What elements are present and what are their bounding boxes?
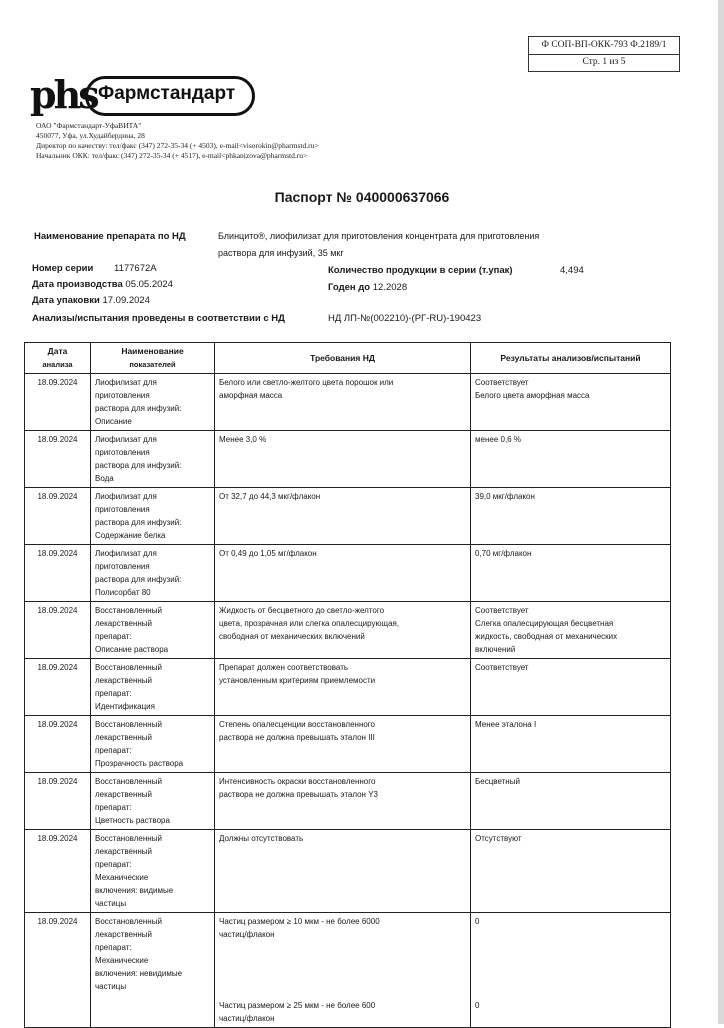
table-row bbox=[25, 431, 671, 488]
header-results: Результаты анализов/испытаний bbox=[471, 343, 671, 374]
expiry-label: Годен до bbox=[328, 282, 371, 293]
cell-indicator: Лиофилизат для приготовления раствора для инфузий: Содержание белка bbox=[91, 488, 215, 545]
packing-date-label: Дата упаковки bbox=[32, 295, 100, 306]
cell-result: Соответствует bbox=[471, 659, 671, 716]
document-code: Ф СОП-ВП-ОКК-793 Ф.2189/1 bbox=[529, 37, 679, 55]
header-requirements: Требования НД bbox=[215, 343, 471, 374]
production-date bbox=[32, 279, 173, 290]
series-label: Номер серии bbox=[32, 263, 94, 274]
expiry-value: 12.2028 bbox=[372, 282, 408, 293]
table-row bbox=[25, 545, 671, 602]
results-table bbox=[24, 342, 671, 1028]
table-header-row bbox=[25, 343, 671, 374]
cell-requirement: Частиц размером ≥ 10 мкм - не более 6000 частиц/флакон Частиц размером ≥ 25 мкм - не более 600 частиц/флакон bbox=[215, 913, 471, 1028]
cell-result: Соответствует Слегка опалесцирующая бесцветная жидкость, свободная от механических включений bbox=[471, 602, 671, 659]
table-row bbox=[25, 374, 671, 431]
production-date-label: Дата производства bbox=[32, 279, 123, 290]
scan-edge bbox=[718, 0, 724, 1024]
cell-result: Соответствует Белого цвета аморфная масса bbox=[471, 374, 671, 431]
cell-date: 18.09.2024 bbox=[25, 602, 91, 659]
cell-date: 18.09.2024 bbox=[25, 488, 91, 545]
cell-date: 18.09.2024 bbox=[25, 374, 91, 431]
cell-indicator: Восстановленный лекарственный препарат: Идентификация bbox=[91, 659, 215, 716]
cell-date: 18.09.2024 bbox=[25, 545, 91, 602]
table-row bbox=[25, 488, 671, 545]
quality-director-contact: Директор по качеству: тел/факс (347) 272-35-34 (+ 4503), e-mail<visorokin@pharmstd.ru> bbox=[36, 141, 319, 150]
passport-title: Паспорт № 040000637066 bbox=[274, 189, 450, 205]
drug-value-line1: Блинцито®, лиофилизат для приготовления концентрата для приготовления bbox=[218, 231, 540, 241]
nd-label: Анализы/испытания проведены в соответствии с НД bbox=[32, 313, 285, 324]
company-address: 450077, Уфа, ул.Худайбердина, 28 bbox=[36, 131, 145, 140]
production-date-value: 05.05.2024 bbox=[125, 279, 173, 290]
table-row bbox=[25, 659, 671, 716]
cell-result: Менее эталона I bbox=[471, 716, 671, 773]
document-code-box bbox=[528, 36, 680, 72]
page-counter: Стр. 1 из 5 bbox=[582, 57, 626, 67]
table-row bbox=[25, 830, 671, 913]
cell-result: менее 0,6 % bbox=[471, 431, 671, 488]
logo-name: Фармстандарт bbox=[98, 83, 236, 104]
series-value: 1177672A bbox=[114, 263, 157, 274]
company-logo bbox=[30, 72, 236, 122]
logo-mark: phs bbox=[30, 72, 97, 117]
packing-date bbox=[32, 295, 150, 306]
cell-indicator: Восстановленный лекарственный препарат: Механические включения: видимые частицы bbox=[91, 830, 215, 913]
cell-requirement: Менее 3,0 % bbox=[215, 431, 471, 488]
cell-result: 0,70 мг/флакон bbox=[471, 545, 671, 602]
drug-value-line2: раствора для инфузий, 35 мкг bbox=[218, 248, 344, 258]
cell-requirement: Интенсивность окраски восстановленного раствора не должна превышать эталон Y3 bbox=[215, 773, 471, 830]
cell-requirement: От 0,49 до 1,05 мг/флакон bbox=[215, 545, 471, 602]
cell-indicator: Лиофилизат для приготовления раствора для инфузий: Полисорбат 80 bbox=[91, 545, 215, 602]
cell-requirement: От 32,7 до 44,3 мкг/флакон bbox=[215, 488, 471, 545]
table-row bbox=[25, 913, 671, 1028]
cell-indicator: Лиофилизат для приготовления раствора для инфузий: Вода bbox=[91, 431, 215, 488]
header-date: Дата анализа bbox=[25, 343, 91, 374]
cell-result: 0 0 bbox=[471, 913, 671, 1028]
cell-date: 18.09.2024 bbox=[25, 659, 91, 716]
cell-result: Отсутствуют bbox=[471, 830, 671, 913]
packing-date-value: 17.09.2024 bbox=[102, 295, 150, 306]
cell-date: 18.09.2024 bbox=[25, 913, 91, 1028]
cell-indicator: Лиофилизат для приготовления раствора для инфузий: Описание bbox=[91, 374, 215, 431]
cell-date: 18.09.2024 bbox=[25, 773, 91, 830]
cell-requirement: Белого или светло-желтого цвета порошок или аморфная масса bbox=[215, 374, 471, 431]
quantity-label: Количество продукции в серии (т.упак) bbox=[328, 265, 513, 276]
nd-value: НД ЛП-№(002210)-(РГ-RU)-190423 bbox=[328, 313, 482, 324]
drug-label: Наименование препарата по НД bbox=[34, 231, 186, 242]
table-row bbox=[25, 602, 671, 659]
cell-indicator: Восстановленный лекарственный препарат: Механические включения: невидимые частицы bbox=[91, 913, 215, 1028]
cell-requirement: Препарат должен соответствовать установленным критериям приемлемости bbox=[215, 659, 471, 716]
cell-date: 18.09.2024 bbox=[25, 830, 91, 913]
cell-result: 39,0 мкг/флакон bbox=[471, 488, 671, 545]
cell-requirement: Степень опалесценции восстановленного раствора не должна превышать эталон III bbox=[215, 716, 471, 773]
cell-date: 18.09.2024 bbox=[25, 716, 91, 773]
cell-indicator: Восстановленный лекарственный препарат: Прозрачность раствора bbox=[91, 716, 215, 773]
cell-indicator: Восстановленный лекарственный препарат: Описание раствора bbox=[91, 602, 215, 659]
table-row bbox=[25, 773, 671, 830]
table-row bbox=[25, 716, 671, 773]
company-contacts bbox=[36, 121, 319, 161]
cell-requirement: Должны отсутствовать bbox=[215, 830, 471, 913]
expiry-date bbox=[328, 282, 407, 293]
cell-result: Бесцветный bbox=[471, 773, 671, 830]
qc-head-contact: Начальник ОКК: тел/факс (347) 272-35-34 (+ 4517), e-mail<phkanizova@pharmstd.ru> bbox=[36, 151, 308, 160]
header-indicator: Наименование показателей bbox=[91, 343, 215, 374]
cell-indicator: Восстановленный лекарственный препарат: Цветность раствора bbox=[91, 773, 215, 830]
cell-requirement: Жидкость от бесцветного до светло-желтого цвета, прозрачная или слегка опалесцирующая, свободная от механических включений bbox=[215, 602, 471, 659]
company-name: ОАО "Фармстандарт-УфаВИТА" bbox=[36, 121, 142, 130]
quantity-value: 4,494 bbox=[560, 265, 584, 276]
cell-date: 18.09.2024 bbox=[25, 431, 91, 488]
